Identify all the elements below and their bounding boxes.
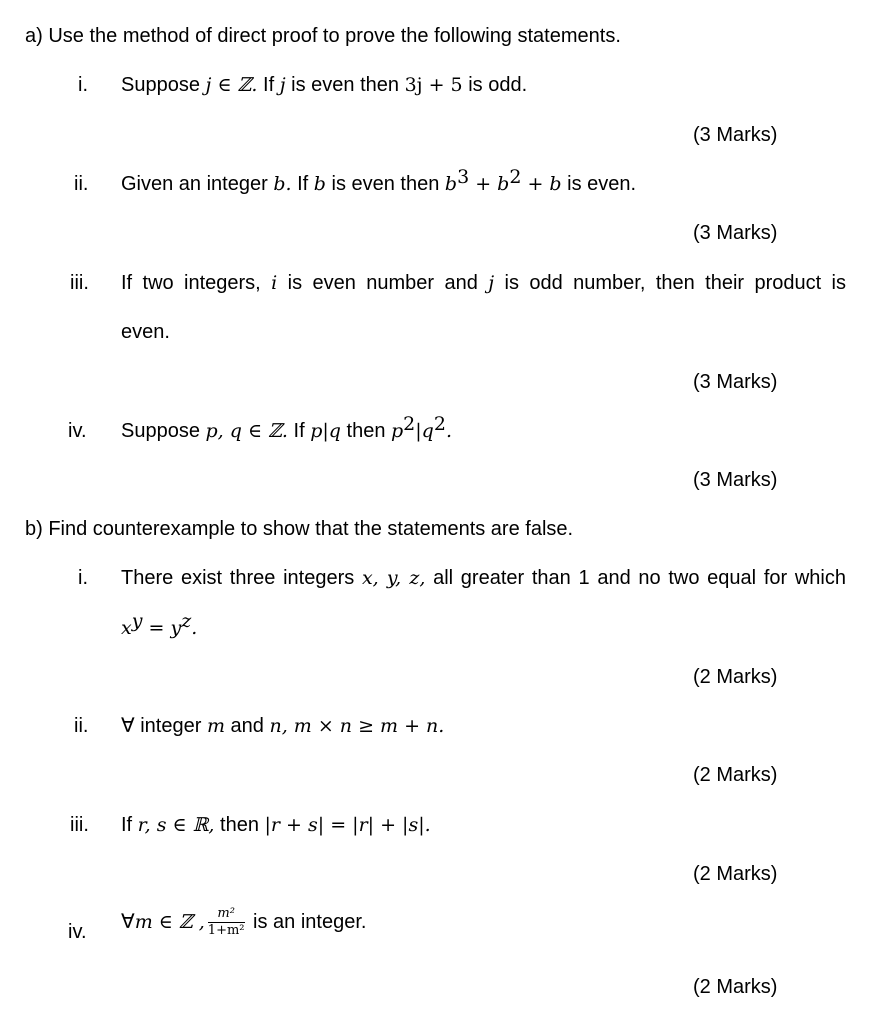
statement-b-i-cont: $x^y = y^z$.: [121, 610, 198, 639]
marks-label: (2 Marks): [693, 764, 778, 786]
item-number: ii.: [74, 715, 89, 737]
statement-a-i: Suppose j ∈ ℤ. If j is even then 3j + 5 is odd.: [121, 74, 528, 96]
item-number: i.: [78, 567, 88, 589]
item-number: i.: [78, 74, 88, 96]
section-a-heading: a) Use the method of direct proof to prove the following statements.: [25, 25, 621, 47]
fraction: $\frac{\text{m²}}{\text{1+m²}}$: [207, 906, 245, 939]
item-number: iv.: [68, 420, 87, 442]
section-b-heading: b) Find counterexample to show that the statements are false.: [25, 518, 574, 540]
statement-a-iv: Suppose p, q ∈ ℤ. If p|q then $p^2|q^2$.: [121, 413, 452, 442]
marks-label: (3 Marks): [693, 124, 778, 146]
marks-label: (3 Marks): [693, 222, 778, 244]
marks-label: (3 Marks): [693, 371, 778, 393]
statement-b-iii: If r, s ∈ ℝ, then |r + s| = |r| + |s|.: [121, 814, 431, 836]
marks-label: (2 Marks): [693, 976, 778, 998]
statement-b-ii: ∀ integer m and n, m × n ≥ m + n.: [121, 715, 445, 737]
statement-a-iii: If two integers, i is even number and j is odd number, then their product is: [121, 272, 846, 294]
marks-label: (2 Marks): [693, 863, 778, 885]
item-number: iii.: [70, 272, 89, 294]
marks-label: (2 Marks): [693, 666, 778, 688]
statement-a-ii: Given an integer b. If b is even then $b^3 + b^2 + b$ is even.: [121, 166, 637, 195]
item-number: iv.: [68, 921, 87, 943]
statement-a-iii-cont: even.: [121, 321, 170, 343]
marks-label: (3 Marks): [693, 469, 778, 491]
statement-b-i: There exist three integers x, y, z, all greater than 1 and no two equal for which: [121, 567, 846, 589]
statement-b-iv: ∀m ∈ ℤ , $\frac{\text{m²}}{\text{1+m²}}$ is an integer.: [121, 906, 367, 939]
item-number: iii.: [70, 814, 89, 836]
item-number: ii.: [74, 173, 89, 195]
